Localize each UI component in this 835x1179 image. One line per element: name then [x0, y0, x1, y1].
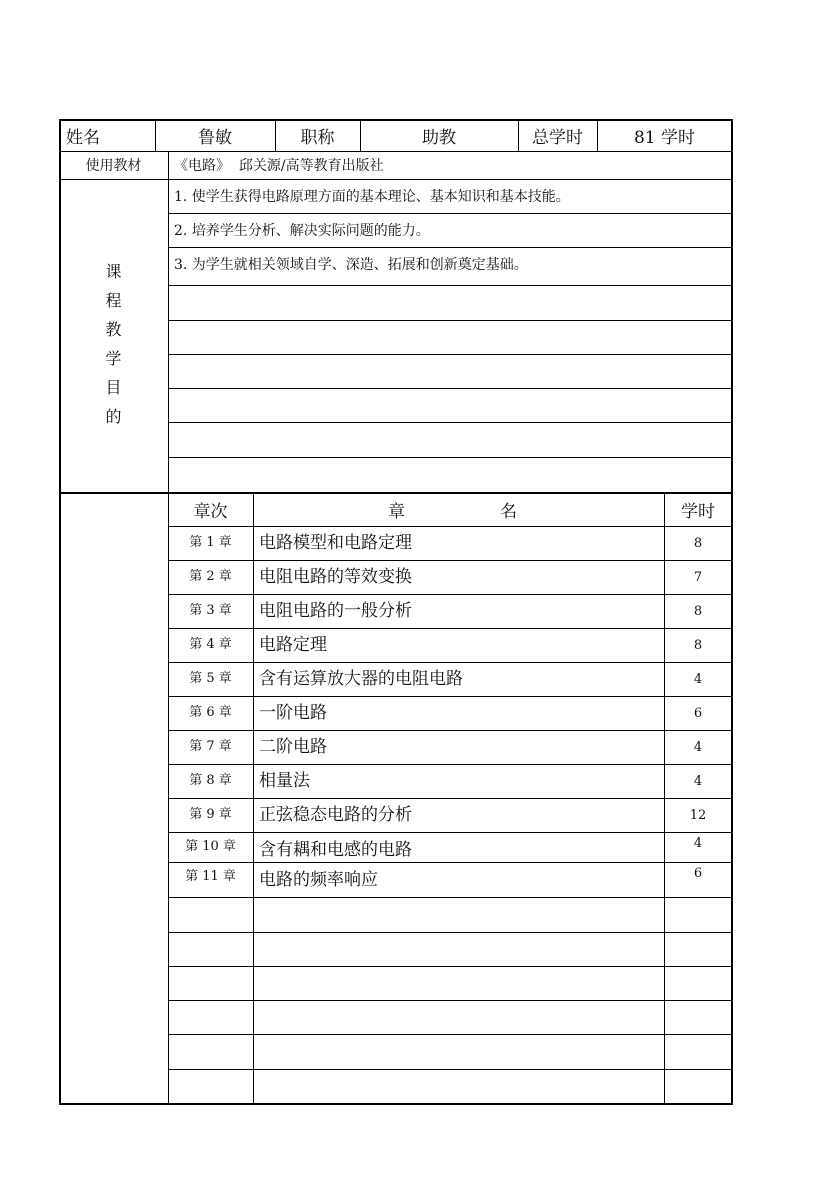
name-label: 姓名	[66, 127, 100, 148]
chapter-number: 第 7 章	[189, 738, 232, 754]
h-rule	[168, 285, 732, 286]
chapter-number: 第 10 章	[185, 839, 236, 854]
chapter-hours: 6	[693, 866, 703, 881]
objectives-label-char: 程	[105, 291, 122, 310]
col-name-header-b: 名	[500, 501, 517, 522]
chapter-hours: 4	[693, 773, 703, 789]
h-rule	[168, 213, 732, 214]
chapter-hours: 12	[689, 807, 707, 823]
chapter-name: 二阶电路	[259, 736, 327, 757]
v-rule	[155, 119, 156, 151]
h-rule	[59, 492, 732, 494]
chapter-number: 第 2 章	[189, 568, 232, 584]
chapter-name: 正弦稳态电路的分析	[259, 804, 412, 825]
h-rule	[59, 179, 732, 180]
chapter-number: 第 3 章	[189, 602, 232, 618]
h-rule	[168, 388, 732, 389]
v-rule	[360, 119, 361, 151]
chapter-hours: 7	[693, 569, 703, 585]
v-rule	[168, 492, 169, 1105]
h-rule	[59, 119, 732, 121]
name-value: 鲁敏	[198, 127, 232, 148]
v-rule	[518, 119, 519, 151]
objective-item: 1. 使学生获得电路原理方面的基本理论、基本知识和基本技能。	[174, 189, 570, 205]
v-rule	[168, 179, 169, 492]
h-rule	[59, 1103, 732, 1105]
chapter-name: 电阻电路的等效变换	[259, 566, 412, 587]
chapter-name: 电路的频率响应	[259, 870, 378, 890]
h-rule	[59, 151, 732, 152]
v-rule	[731, 119, 733, 1105]
chapter-name: 电路定理	[259, 634, 327, 655]
objectives-label-char: 课	[105, 262, 122, 281]
objectives-label	[59, 257, 168, 427]
textbook-label: 使用教材	[85, 158, 142, 174]
objectives-label-char: 学	[105, 349, 122, 368]
syllabus-table	[59, 119, 732, 1104]
objective-item: 3. 为学生就相关领域自学、深造、拓展和创新奠定基础。	[174, 257, 528, 273]
v-rule	[597, 119, 598, 151]
chapter-number: 第 5 章	[189, 670, 232, 686]
h-rule	[168, 247, 732, 248]
chapter-number: 第 11 章	[185, 869, 236, 884]
textbook-value: 《电路》 邱关源/高等教育出版社	[174, 158, 384, 174]
chapter-hours: 4	[693, 739, 703, 755]
chapter-name: 含有运算放大器的电阻电路	[259, 668, 463, 689]
v-rule	[168, 151, 169, 179]
v-rule	[664, 492, 665, 1105]
h-rule	[168, 457, 732, 458]
chapter-name: 电路模型和电路定理	[259, 532, 412, 553]
total-hours-value: 81 学时	[633, 127, 696, 148]
chapter-hours: 8	[693, 603, 703, 619]
chapter-number: 第 1 章	[189, 534, 232, 550]
chapter-number: 第 8 章	[189, 772, 232, 788]
col-name-header-a: 章	[388, 501, 405, 522]
title-value: 助教	[422, 127, 456, 148]
chapter-hours: 4	[693, 836, 703, 851]
col-name-header	[253, 492, 664, 526]
h-rule	[168, 354, 732, 355]
objectives-label-char: 的	[105, 407, 122, 426]
chapter-number: 第 6 章	[189, 704, 232, 720]
chapter-name: 含有耦和电感的电路	[259, 840, 412, 860]
chapter-hours: 6	[693, 705, 703, 721]
chapter-hours: 8	[693, 637, 703, 653]
objectives-label-char: 目	[105, 378, 122, 397]
chapter-number: 第 4 章	[189, 636, 232, 652]
col-hours-header: 学时	[681, 501, 715, 522]
objective-item: 2. 培养学生分析、解决实际问题的能力。	[174, 223, 430, 239]
chapter-name: 电阻电路的一般分析	[259, 600, 412, 621]
v-rule	[59, 119, 61, 1105]
h-rule	[168, 422, 732, 423]
col-chapter-header: 章次	[193, 501, 228, 522]
total-hours-label: 总学时	[532, 127, 583, 148]
v-rule	[275, 119, 276, 151]
chapter-name: 相量法	[259, 770, 310, 791]
chapter-hours: 4	[693, 671, 703, 687]
title-label: 职称	[300, 127, 335, 148]
h-rule	[168, 320, 732, 321]
objectives-label-char: 教	[105, 320, 122, 339]
v-rule	[253, 492, 254, 1105]
chapter-hours: 8	[693, 535, 703, 551]
chapter-number: 第 9 章	[189, 806, 232, 822]
chapter-name: 一阶电路	[259, 702, 327, 723]
